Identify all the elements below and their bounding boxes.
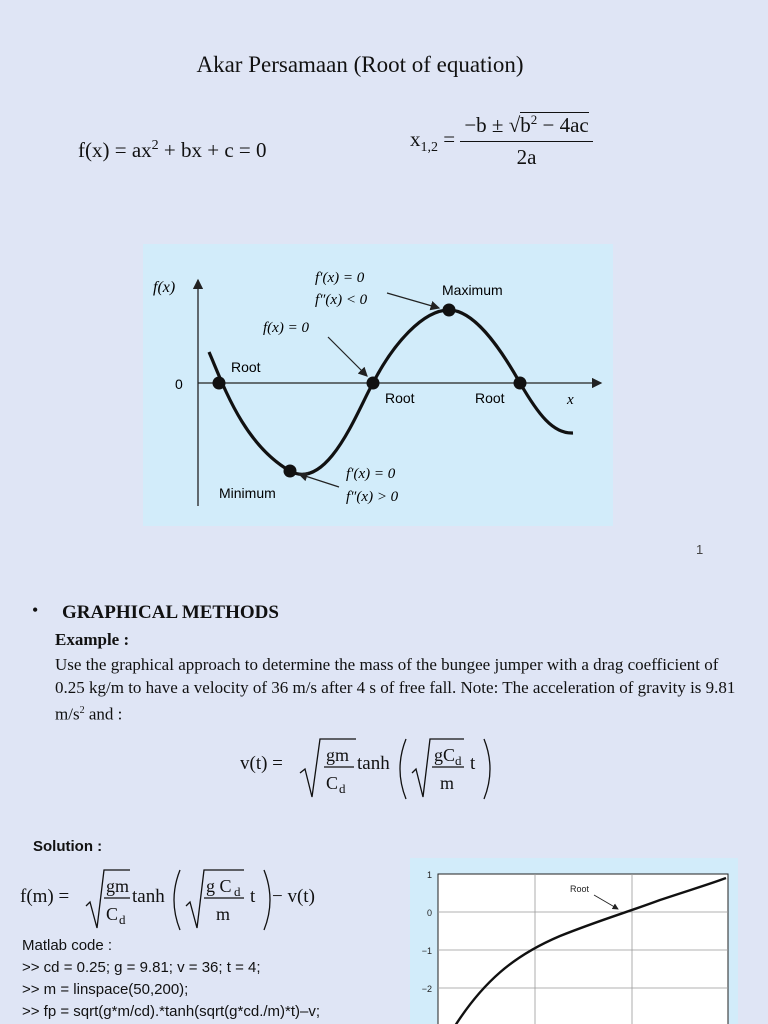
slide-title: Akar Persamaan (Root of equation) [196, 52, 524, 77]
plot-area [438, 874, 728, 1024]
max-condition-1: f′(x) = 0 [315, 270, 365, 286]
root-label-right: Root [475, 390, 505, 406]
y-tick-neg2: −2 [421, 984, 432, 994]
example-label: Example : [55, 630, 130, 649]
fm-den1: C [106, 904, 119, 924]
max-condition-2: f″(x) < 0 [315, 292, 368, 308]
quadratic-equation [78, 138, 267, 163]
quadratic-lhs: f(x) = ax [78, 138, 152, 162]
code-line-4: >> fp = sqrt(g*m/cd).*tanh(sqrt(g*cd./m)*t)–v; [22, 1003, 321, 1020]
vt-num1: gm [326, 745, 350, 765]
bullet-mark: • [32, 600, 39, 620]
radicand-b: b [520, 113, 531, 137]
root-point-left [213, 377, 226, 390]
root-point-right [514, 377, 527, 390]
problem-text: Use the graphical approach to determine the mass of the bungee jumper with a drag coefficient of 0.25 kg/m to have a velocity of 36 m/s after 4 s of free fall. Note: The acceleration of gravity is 9.81 m/s [55, 655, 736, 724]
y-tick-1: 1 [426, 870, 432, 880]
fm-t: t [250, 886, 256, 907]
maximum-label: Maximum [442, 282, 503, 298]
roots-equals: = [438, 126, 461, 151]
radicand-4ac: − 4ac [537, 113, 589, 137]
root-plot-figure [410, 858, 738, 1024]
velocity-equation-svg [240, 735, 520, 805]
vt-den1: C [326, 773, 339, 793]
root-condition: f(x) = 0 [263, 320, 309, 336]
fm-tanh: tanh [132, 886, 165, 907]
code-line-3: >> m = linspace(50,200); [22, 981, 189, 998]
maximum-arrow [387, 293, 439, 308]
solution-label: Solution : [33, 838, 103, 855]
vt-num2-sub: d [455, 753, 462, 768]
minimum-label: Minimum [219, 485, 276, 501]
code-line-2: >> cd = 0.25; g = 9.81; v = 36; t = 4; [22, 959, 261, 976]
root-plot-svg [410, 858, 738, 1024]
roots-subscript: 1,2 [420, 140, 438, 155]
fm-equation-svg [20, 862, 360, 932]
fm-num2-sub: d [234, 884, 241, 899]
y-tick-neg1: −1 [421, 946, 432, 956]
problem-exponent: 2 [79, 705, 85, 716]
maximum-point [443, 304, 456, 317]
roots-lhs: x [410, 126, 421, 151]
fm-num2: g C [206, 876, 232, 896]
y-tick-0: 0 [426, 908, 432, 918]
page-number: 1 [696, 542, 704, 557]
radicand-exponent: 2 [530, 112, 538, 127]
minimum-arrow [299, 474, 339, 487]
fm-tail: − v(t) [272, 886, 315, 907]
quadratic-rhs: + bx + c = 0 [158, 138, 267, 162]
zero-label: 0 [175, 376, 183, 392]
vt-num2: gC [434, 745, 456, 765]
fm-den1-sub: d [119, 912, 126, 927]
radicand [520, 112, 589, 137]
section-heading: GRAPHICAL METHODS [62, 602, 279, 623]
plot-root-annotation: Root [570, 884, 590, 894]
fm-lhs: f(m) = [20, 886, 70, 907]
root-cond-arrow [328, 337, 367, 376]
roots-formula [410, 112, 593, 170]
quadratic-exponent: 2 [151, 138, 159, 153]
problem-tail: and : [84, 704, 123, 724]
root-concept-figure [143, 244, 613, 526]
root-point-mid [367, 377, 380, 390]
sqrt-sign: √ [508, 113, 521, 137]
problem-statement [55, 653, 745, 726]
min-condition-2: f″(x) > 0 [346, 489, 399, 505]
roots-denominator: 2a [516, 145, 537, 169]
matlab-code-block [22, 935, 320, 1023]
code-line-1: Matlab code : [22, 937, 113, 954]
velocity-equation [240, 735, 520, 811]
vt-den1-sub: d [339, 781, 346, 796]
root-label-mid: Root [385, 390, 415, 406]
vt-den2: m [440, 773, 455, 793]
min-condition-1: f′(x) = 0 [346, 466, 396, 482]
fm-equation [20, 862, 360, 938]
roots-fraction [460, 112, 592, 170]
vt-t: t [470, 753, 476, 774]
x-axis-label: x [567, 392, 574, 408]
fm-num1: gm [106, 876, 130, 896]
fm-den2: m [216, 904, 231, 924]
minimum-point [284, 465, 297, 478]
root-concept-svg [143, 244, 613, 526]
numerator-minus-b: −b ± [464, 113, 509, 137]
roots-numerator [460, 112, 592, 142]
root-label-left: Root [231, 359, 261, 375]
vt-tanh: tanh [357, 753, 390, 774]
vt-lhs: v(t) = [240, 753, 283, 774]
y-axis-label: f(x) [153, 279, 176, 296]
